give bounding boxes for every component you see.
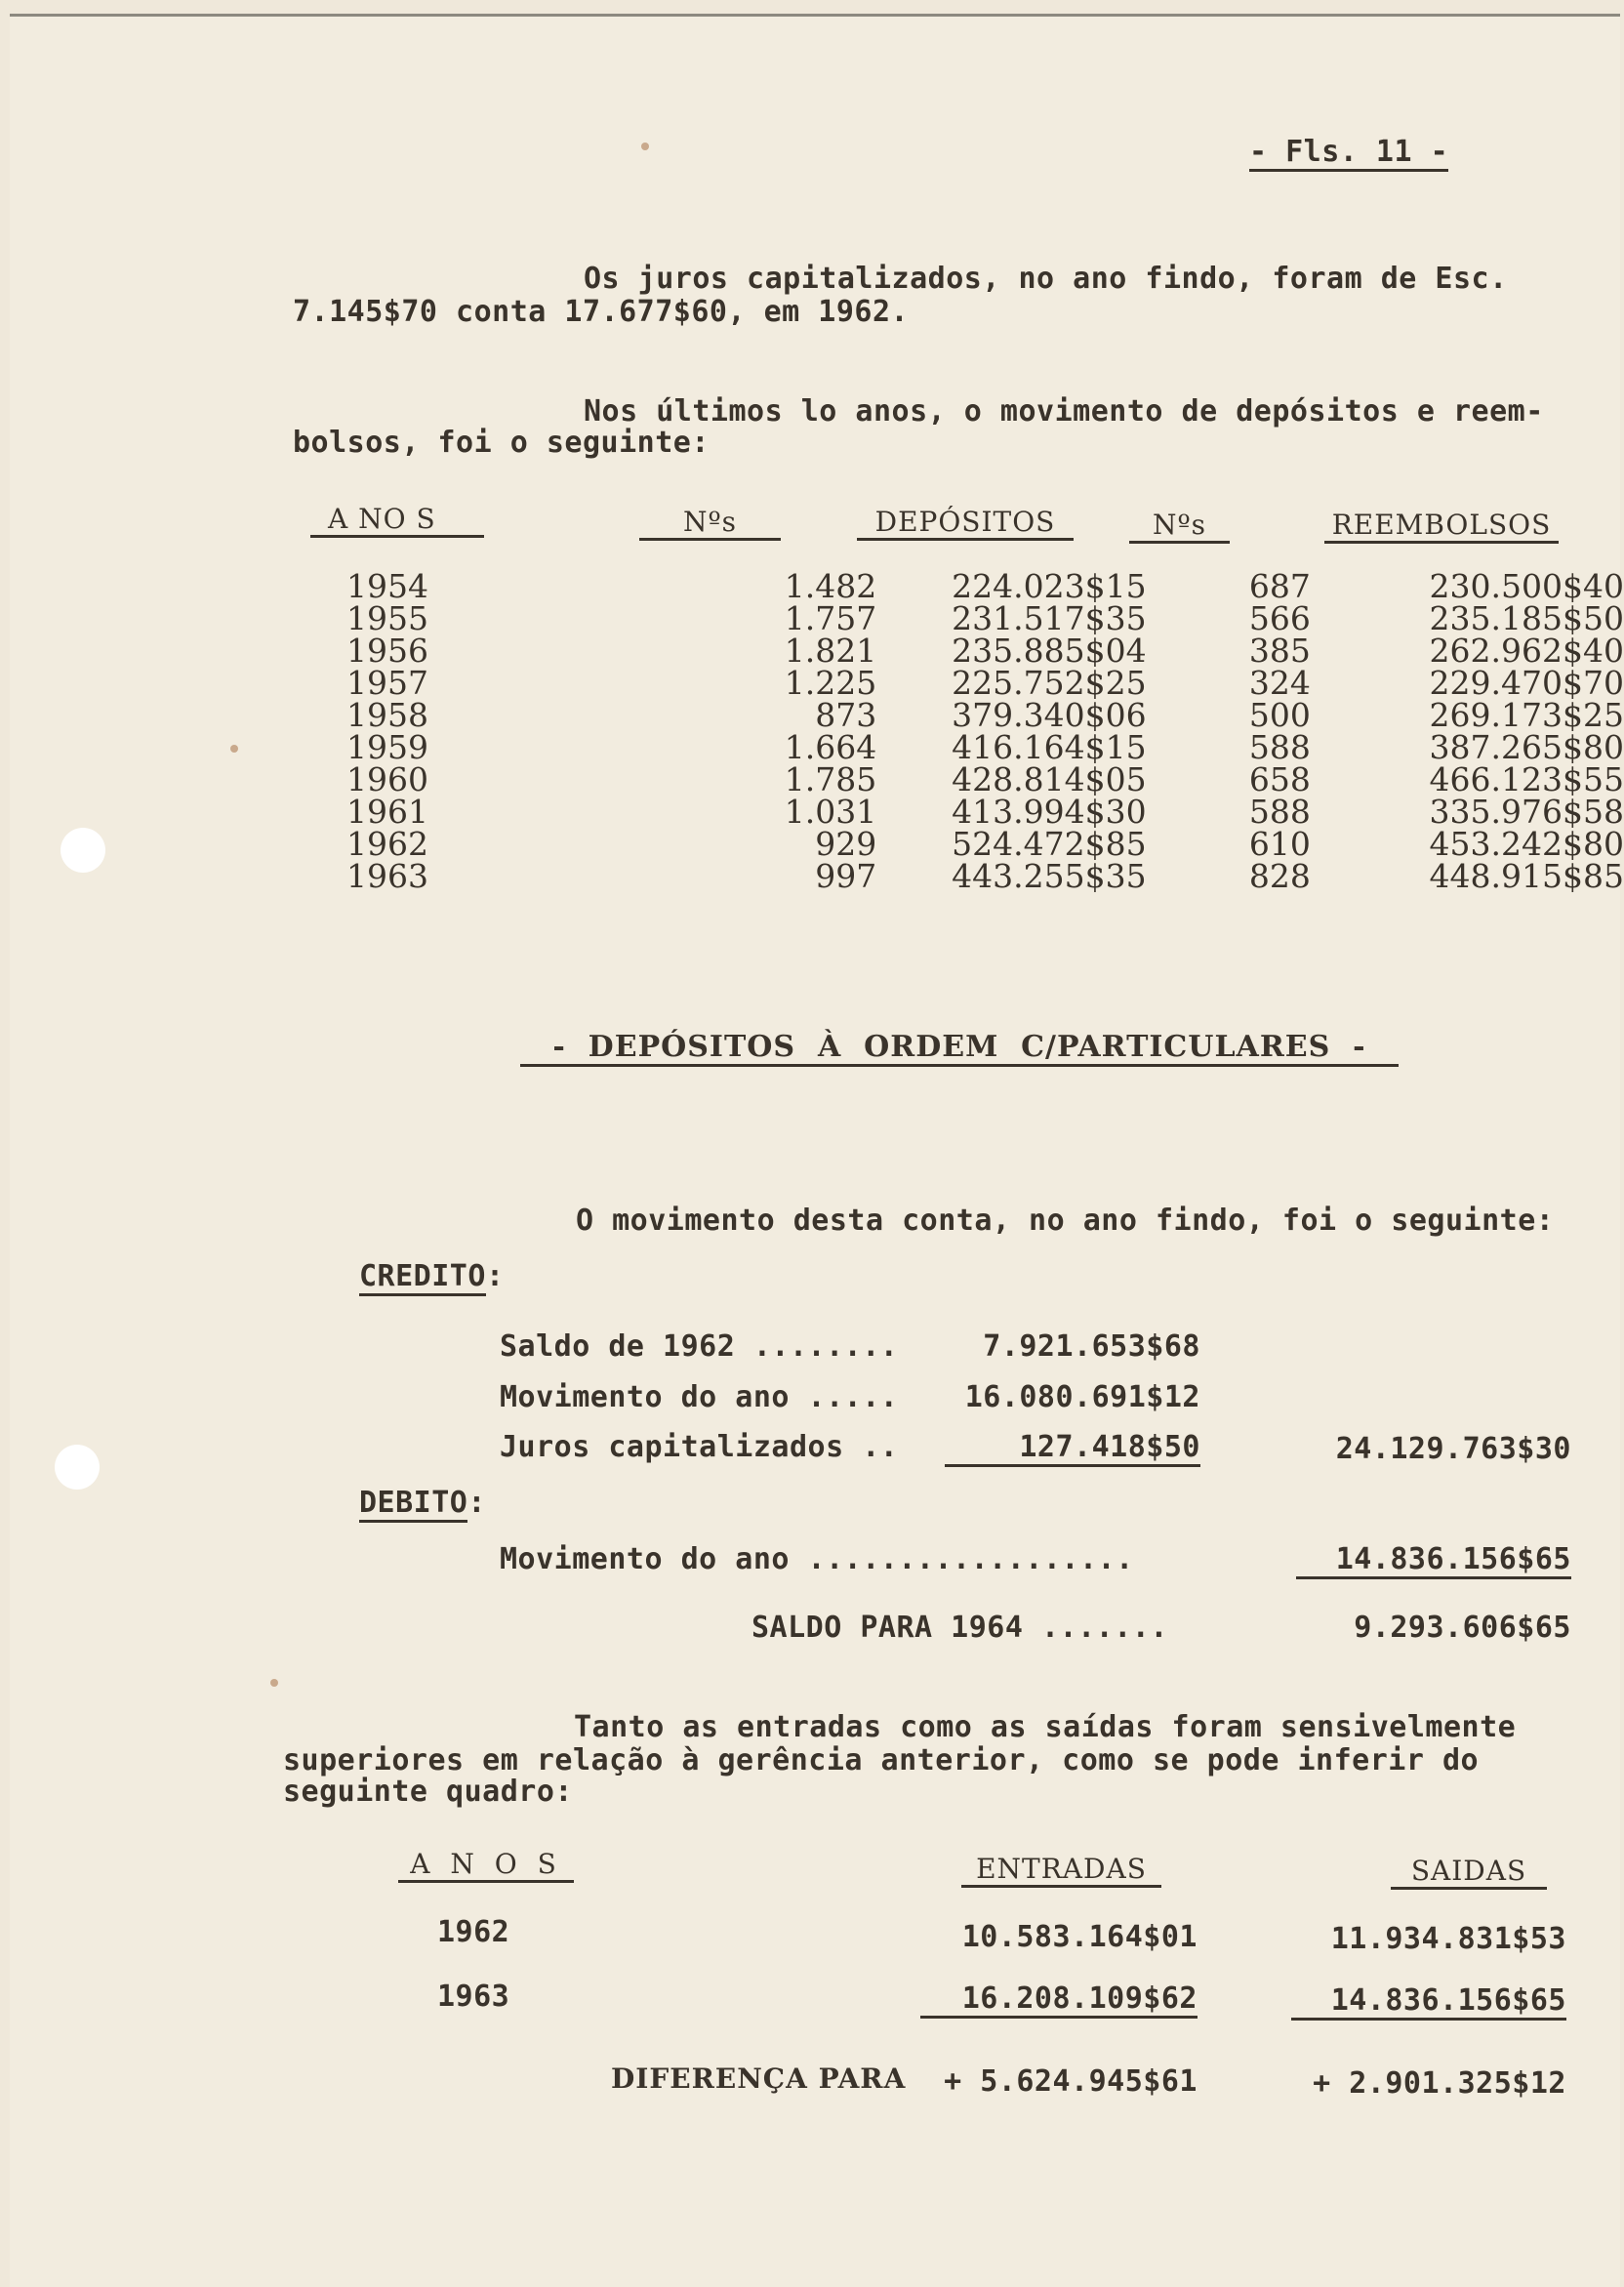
saldo-1964-label: SALDO PARA 1964 ....... <box>751 1611 1168 1645</box>
table2-header-anos: A N O S <box>398 1848 574 1883</box>
ink-spot <box>230 745 238 753</box>
count-cell: 324 <box>1248 664 1311 702</box>
year-cell: 1954 <box>346 567 428 605</box>
debit-heading <box>359 1486 486 1520</box>
year-cell: 1961 <box>346 793 428 831</box>
paragraph-4-line-2: superiores em relação à gerência anterior, como se pode inferir do <box>283 1743 1480 1777</box>
saldo-1964-value: 9.293.606$65 <box>1354 1611 1571 1645</box>
table-row <box>346 860 1624 892</box>
deposit-cell: 235.885$04 <box>952 632 1147 670</box>
count-cell: 687 <box>1248 567 1311 605</box>
credit-movement-value: 16.080.691$12 <box>964 1380 1200 1414</box>
section-title: - DEPÓSITOS À ORDEM C/PARTICULARES - <box>520 1030 1399 1067</box>
count-cell: 929 <box>815 825 877 863</box>
credit-total: 24.129.763$30 <box>1335 1432 1571 1466</box>
punch-hole-bottom <box>55 1445 100 1490</box>
count-cell: 610 <box>1248 825 1311 863</box>
credit-movement-label: Movimento do ano ..... <box>500 1380 899 1414</box>
deposit-cell: 224.023$15 <box>952 567 1147 605</box>
saidas-cell: 11.934.831$53 <box>1330 1922 1566 1956</box>
table-row <box>346 828 1624 860</box>
year-cell: 1955 <box>346 599 428 637</box>
refund-cell: 262.962$40 <box>1429 632 1624 670</box>
saldo-1962-label: Saldo de 1962 ........ <box>500 1329 899 1364</box>
juros-label: Juros capitalizados .. <box>500 1430 899 1464</box>
paragraph-2-line-2: bolsos, foi o seguinte: <box>293 426 710 460</box>
deposits-table <box>346 567 1624 895</box>
table1-header-num-2: Nºs <box>1129 509 1230 544</box>
table1-header-depositos: DEPÓSITOS <box>857 506 1074 541</box>
count-cell: 1.482 <box>784 567 877 605</box>
page-number: - Fls. 11 - <box>1249 135 1448 172</box>
year-cell: 1956 <box>346 632 428 670</box>
year-cell: 1958 <box>346 696 428 734</box>
count-cell: 1.757 <box>784 599 877 637</box>
difference-label: DIFERENÇA PARA <box>611 2062 907 2095</box>
deposit-cell: 413.994$30 <box>952 793 1147 831</box>
saldo-1962-value: 7.921.653$68 <box>983 1329 1200 1364</box>
credit-label: CREDITO <box>359 1259 486 1296</box>
ink-spot <box>270 1679 278 1687</box>
juros-value: 127.418$50 <box>945 1430 1200 1467</box>
table-row <box>346 602 1624 634</box>
table-row <box>346 731 1624 763</box>
refund-cell: 335.976$58 <box>1429 793 1624 831</box>
year-cell: 1963 <box>346 857 428 895</box>
refund-cell: 453.242$80 <box>1429 825 1624 863</box>
debit-label: DEBITO <box>359 1486 467 1523</box>
count-cell: 588 <box>1248 793 1311 831</box>
count-cell: 997 <box>815 857 877 895</box>
year-cell: 1963 <box>437 1980 510 2014</box>
table2-header-saidas: SAIDAS <box>1391 1855 1547 1890</box>
table-row <box>346 570 1624 602</box>
year-cell: 1962 <box>437 1915 510 1949</box>
refund-cell: 230.500$40 <box>1429 567 1624 605</box>
count-cell: 658 <box>1248 760 1311 798</box>
deposit-cell: 524.472$85 <box>952 825 1147 863</box>
count-cell: 566 <box>1248 599 1311 637</box>
paragraph-4-line-1: Tanto as entradas como as saídas foram sensivelmente <box>574 1710 1517 1744</box>
saidas-cell: 14.836.156$65 <box>1291 1983 1566 2021</box>
entradas-cell: 10.583.164$01 <box>961 1920 1198 1954</box>
count-cell: 588 <box>1248 728 1311 766</box>
debit-movement-label: Movimento do ano .................. <box>500 1542 1134 1576</box>
table-row <box>346 699 1624 731</box>
table-row <box>346 634 1624 667</box>
credit-heading <box>359 1259 505 1293</box>
year-cell: 1959 <box>346 728 428 766</box>
year-cell: 1962 <box>346 825 428 863</box>
paragraph-3: O movimento desta conta, no ano findo, foi o seguinte: <box>576 1204 1555 1238</box>
count-cell: 1.785 <box>784 760 877 798</box>
refund-cell: 229.470$70 <box>1429 664 1624 702</box>
count-cell: 828 <box>1248 857 1311 895</box>
year-cell: 1957 <box>346 664 428 702</box>
count-cell: 1.031 <box>784 793 877 831</box>
credit-colon: : <box>485 1259 505 1293</box>
year-cell: 1960 <box>346 760 428 798</box>
debit-colon: : <box>467 1486 486 1520</box>
refund-cell: 448.915$85 <box>1429 857 1624 895</box>
difference-entradas: + 5.624.945$61 <box>944 2064 1198 2099</box>
deposit-cell: 428.814$05 <box>952 760 1147 798</box>
count-cell: 1.664 <box>784 728 877 766</box>
deposit-cell: 231.517$35 <box>952 599 1147 637</box>
refund-cell: 235.185$50 <box>1429 599 1624 637</box>
deposit-cell: 379.340$06 <box>952 696 1147 734</box>
difference-saidas: + 2.901.325$12 <box>1313 2066 1566 2101</box>
count-cell: 1.821 <box>784 632 877 670</box>
deposit-cell: 443.255$35 <box>952 857 1147 895</box>
paragraph-1-line-2: 7.145$70 conta 17.677$60, em 1962. <box>293 295 910 329</box>
table2-header-entradas: ENTRADAS <box>961 1853 1161 1888</box>
paragraph-4-line-3: seguinte quadro: <box>283 1775 573 1809</box>
debit-movement-value: 14.836.156$65 <box>1296 1542 1571 1579</box>
punch-hole-top <box>61 828 105 873</box>
table1-header-num: Nºs <box>639 506 781 541</box>
refund-cell: 466.123$55 <box>1429 760 1624 798</box>
count-cell: 500 <box>1248 696 1311 734</box>
paragraph-1-line-1: Os juros capitalizados, no ano findo, foram de Esc. <box>584 262 1508 296</box>
refund-cell: 387.265$80 <box>1429 728 1624 766</box>
table-row <box>346 667 1624 699</box>
deposit-cell: 416.164$15 <box>952 728 1147 766</box>
refund-cell: 269.173$25 <box>1429 696 1624 734</box>
ink-spot <box>641 143 649 150</box>
deposit-cell: 225.752$25 <box>952 664 1147 702</box>
entradas-cell: 16.208.109$62 <box>920 1981 1198 2019</box>
table-row <box>346 796 1624 828</box>
count-cell: 1.225 <box>784 664 877 702</box>
table1-header-reembolsos: REEMBOLSOS <box>1324 509 1559 544</box>
count-cell: 873 <box>815 696 877 734</box>
table-row <box>346 763 1624 796</box>
paragraph-2-line-1: Nos últimos lo anos, o movimento de depósitos e reem- <box>584 394 1544 429</box>
table1-header-anos: A NO S <box>310 503 484 538</box>
count-cell: 385 <box>1248 632 1311 670</box>
